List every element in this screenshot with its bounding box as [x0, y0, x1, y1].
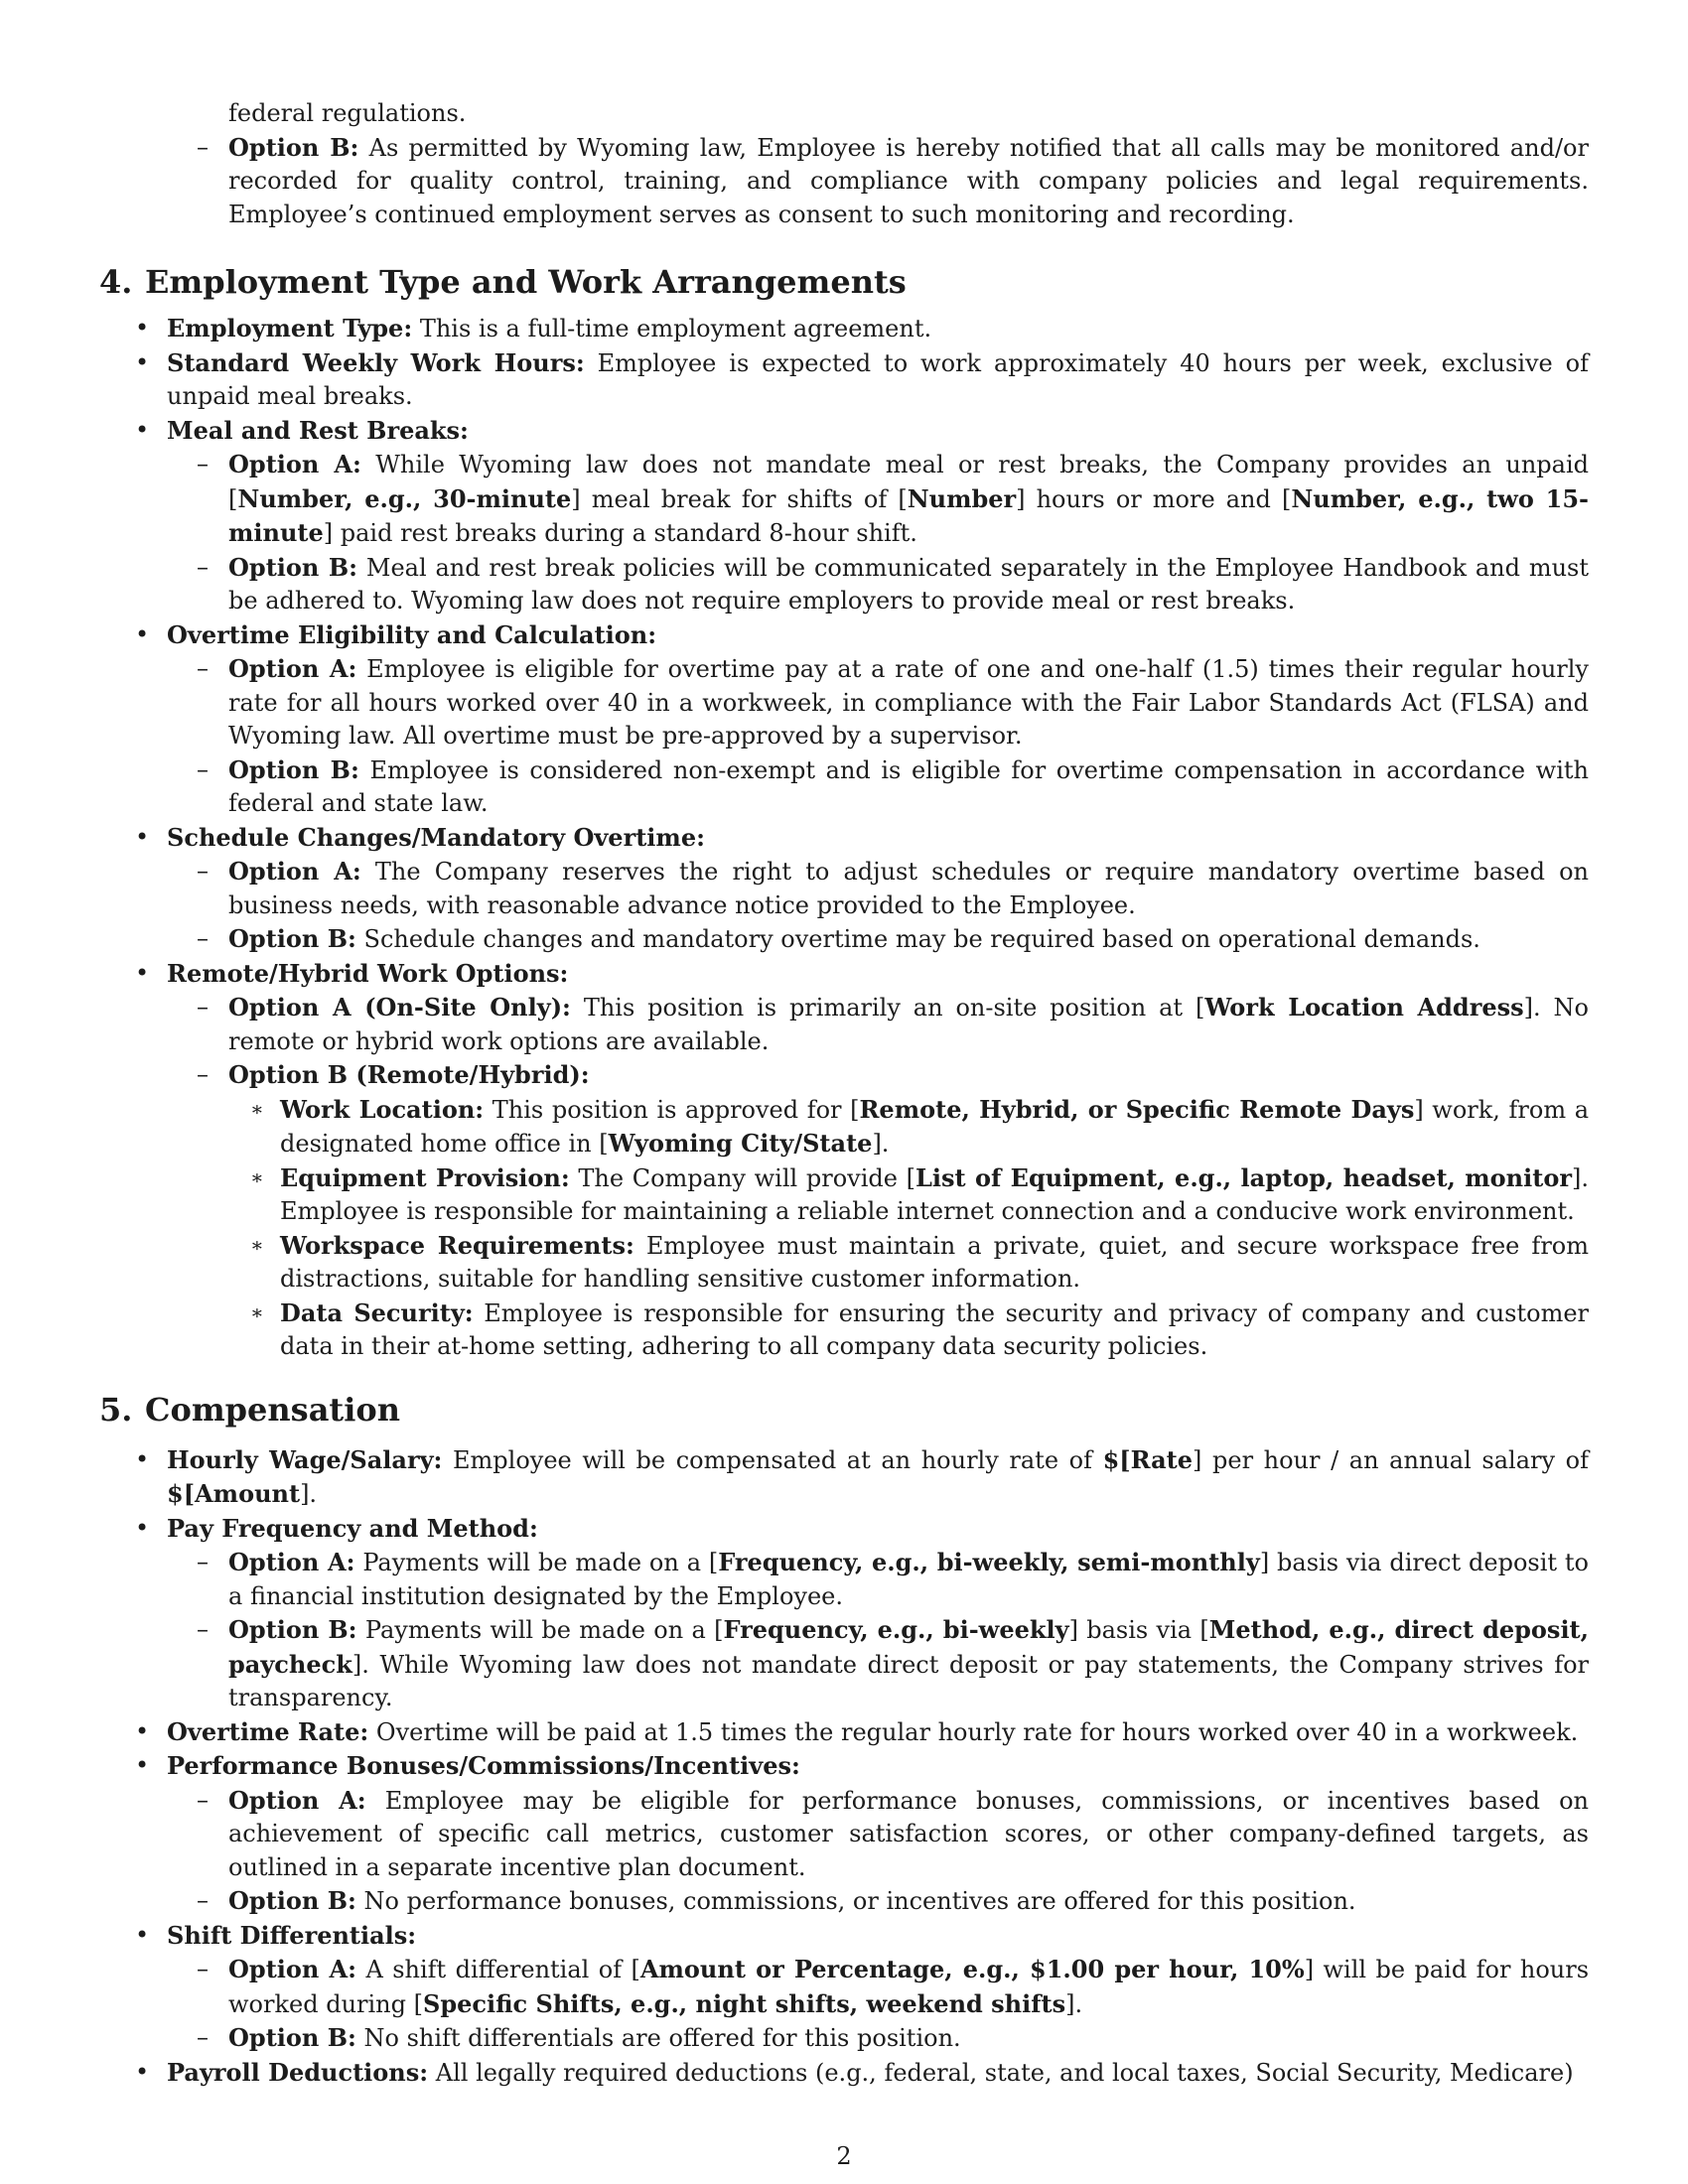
- dash-marker: –: [197, 993, 209, 1021]
- dash-marker: –: [197, 1615, 209, 1643]
- dash-marker: –: [197, 754, 209, 783]
- list-item: – Option B (Remote/Hybrid):: [99, 1058, 1589, 1093]
- bullet-marker: •: [135, 1716, 150, 1745]
- list-item: • Employment Type: This is a full-time employment agreement.: [99, 312, 1589, 346]
- list-item: – Option B: Meal and rest break policies will be communicated separately in the Employee Handbook and must be adhered to. Wyoming law does not require employers to provide meal or rest breaks.: [197, 552, 1589, 614]
- bullet-marker: •: [135, 1920, 150, 1949]
- list-item: – Option A: The Company reserves the right to adjust schedules or require mandatory overtime based on business needs, with reasonable advance notice provided to the Employee.: [197, 857, 1589, 919]
- list-item: • Remote/Hybrid Work Options:: [99, 957, 1589, 992]
- dash-marker: –: [197, 654, 209, 682]
- list-item: • Pay Frequency and Method:: [99, 1512, 1589, 1547]
- list-item: ∗ Data Security: Employee is responsible for ensuring the security and privacy of company and customer data in their at-home setting, adhering to all company data security policies.: [250, 1297, 1590, 1360]
- dash-marker: –: [197, 1955, 209, 1982]
- bullet-marker: •: [135, 1751, 150, 1779]
- star-marker: ∗: [250, 1232, 264, 1257]
- list-item: – Option B: No performance bonuses, commissions, or incentives are offered for this position.: [99, 1884, 1589, 1919]
- list-item: ∗ Work Location: This position is approved for [Remote, Hybrid, or Specific Remote Days] work, from a designated home office in [Wyoming City/State].: [250, 1094, 1589, 1158]
- list-item: • Hourly Wage/Salary: Employee will be compensated at an hourly rate of $[Rate] per hour / an annual salary of $[Amount].: [135, 1444, 1589, 1508]
- dash-marker: –: [197, 2023, 209, 2051]
- dash-marker: –: [197, 1785, 209, 1814]
- star-marker: ∗: [250, 1299, 264, 1324]
- dash-marker: –: [197, 450, 209, 478]
- list-item: • Performance Bonuses/Commissions/Incentives:: [99, 1749, 1589, 1784]
- list-item: • Schedule Changes/Mandatory Overtime:: [99, 821, 1589, 856]
- list-item: ∗ Workspace Requirements: Employee must maintain a private, quiet, and secure workspace free from distractions, suitable for handling sensitive customer information.: [250, 1230, 1589, 1293]
- document-page: [99, 97, 1589, 2090]
- list-item: – Option A: Employee is eligible for overtime pay at a rate of one and one-half (1.5) times their regular hourly rate for all hours worked over 40 in a workweek, in compliance with the Fair Labor Standards Act (FLSA) and Wyoming law. All overtime must be pre-approved by a supervisor.: [197, 654, 1589, 750]
- list-item: – Option B: Payments will be made on a [Frequency, e.g., bi-weekly] basis via [Method, e.g., direct deposit, paycheck]. While Wyoming law does not mandate direct deposit or pay statements, the Company strives for transparency.: [197, 1615, 1590, 1711]
- list-item: – Option A: While Wyoming law does not mandate meal or rest breaks, the Company provides an unpaid [Number, e.g., 30-minute] meal break for shifts of [Number] hours or more and [Number, e.g., two 15-minute] paid rest breaks during a standard 8-hour shift.: [197, 450, 1590, 547]
- list-item: • Meal and Rest Breaks:: [99, 414, 1589, 449]
- list-item: – Option A: A shift differential of [Amount or Percentage, e.g., $1.00 per hour, 10%] will be paid for hours worked during [Specific Shifts, e.g., night shifts, weekend shifts].: [197, 1955, 1590, 2018]
- dash-marker: –: [197, 1886, 209, 1914]
- list-item: ∗ Equipment Provision: The Company will provide [List of Equipment, e.g., laptop, headset, monitor]. Employee is responsible for maintaining a reliable internet connection and a conducive work environment.: [250, 1162, 1589, 1225]
- bullet-marker: •: [135, 1444, 150, 1473]
- list-item: • Shift Differentials:: [99, 1919, 1589, 1954]
- list-item: – Option A: Employee may be eligible for performance bonuses, commissions, or incentives based on achievement of specific call metrics, customer satisfaction scores, or other company-defined targets, as outlined in a separate incentive plan document.: [197, 1785, 1589, 1881]
- dash-marker: –: [197, 132, 209, 161]
- continued-text: federal regulations.: [228, 99, 467, 127]
- dash-marker: –: [197, 1548, 209, 1575]
- bullet-marker: •: [135, 2057, 150, 2086]
- list-item: • Overtime Eligibility and Calculation:: [99, 618, 1589, 653]
- bullet-marker: •: [135, 347, 150, 376]
- list-item: – Option A: Payments will be made on a [Frequency, e.g., bi-weekly, semi-monthly] basis via direct deposit to a financial institution designated by the Employee.: [197, 1548, 1589, 1610]
- list-item: – Option B: No shift differentials are offered for this position.: [99, 2021, 1589, 2056]
- bullet-marker: •: [135, 415, 150, 444]
- dash-marker: –: [197, 924, 209, 952]
- list-item: • Overtime Rate: Overtime will be paid at 1.5 times the regular hourly rate for hours worked over 40 in a workweek.: [99, 1715, 1589, 1750]
- dash-marker: –: [197, 552, 209, 581]
- list-item: – Option B: Schedule changes and mandatory overtime may be required based on operational demands.: [99, 922, 1589, 957]
- bullet-marker: •: [135, 619, 150, 648]
- dash-marker: –: [197, 1060, 209, 1088]
- bullet-marker: •: [135, 314, 150, 341]
- list-item: • Standard Weekly Work Hours: Employee is expected to work approximately 40 hours per week, exclusive of unpaid meal breaks.: [135, 347, 1589, 410]
- bullet-marker: •: [135, 822, 150, 851]
- star-marker: ∗: [250, 1164, 264, 1189]
- page-number: 2: [836, 2142, 852, 2170]
- bullet-marker: •: [135, 1513, 150, 1542]
- list-item: • Payroll Deductions: All legally required deductions (e.g., federal, state, and local taxes, Social Security, Medicare): [99, 2056, 1589, 2091]
- list-item: – Option A (On-Site Only): This position is primarily an on-site position at [Work Location Address]. No remote or hybrid work options are available.: [197, 993, 1589, 1055]
- list-item: – Option B: Employee is considered non-exempt and is eligible for overtime compensation in accordance with federal and state law.: [197, 754, 1590, 817]
- bullet-marker: •: [135, 958, 150, 987]
- star-marker: ∗: [250, 1096, 264, 1121]
- section-heading: 5. Compensation: [99, 1390, 400, 1429]
- list-item: – Option B: As permitted by Wyoming law, Employee is hereby notified that all calls may be monitored and/or recorded for quality control, training, and compliance with company policies and legal requirements. Employee’s continued employment serves as consent to such monitoring and recording.: [197, 132, 1589, 228]
- section-heading: 4. Employment Type and Work Arrangements: [99, 263, 907, 301]
- dash-marker: –: [197, 857, 209, 885]
